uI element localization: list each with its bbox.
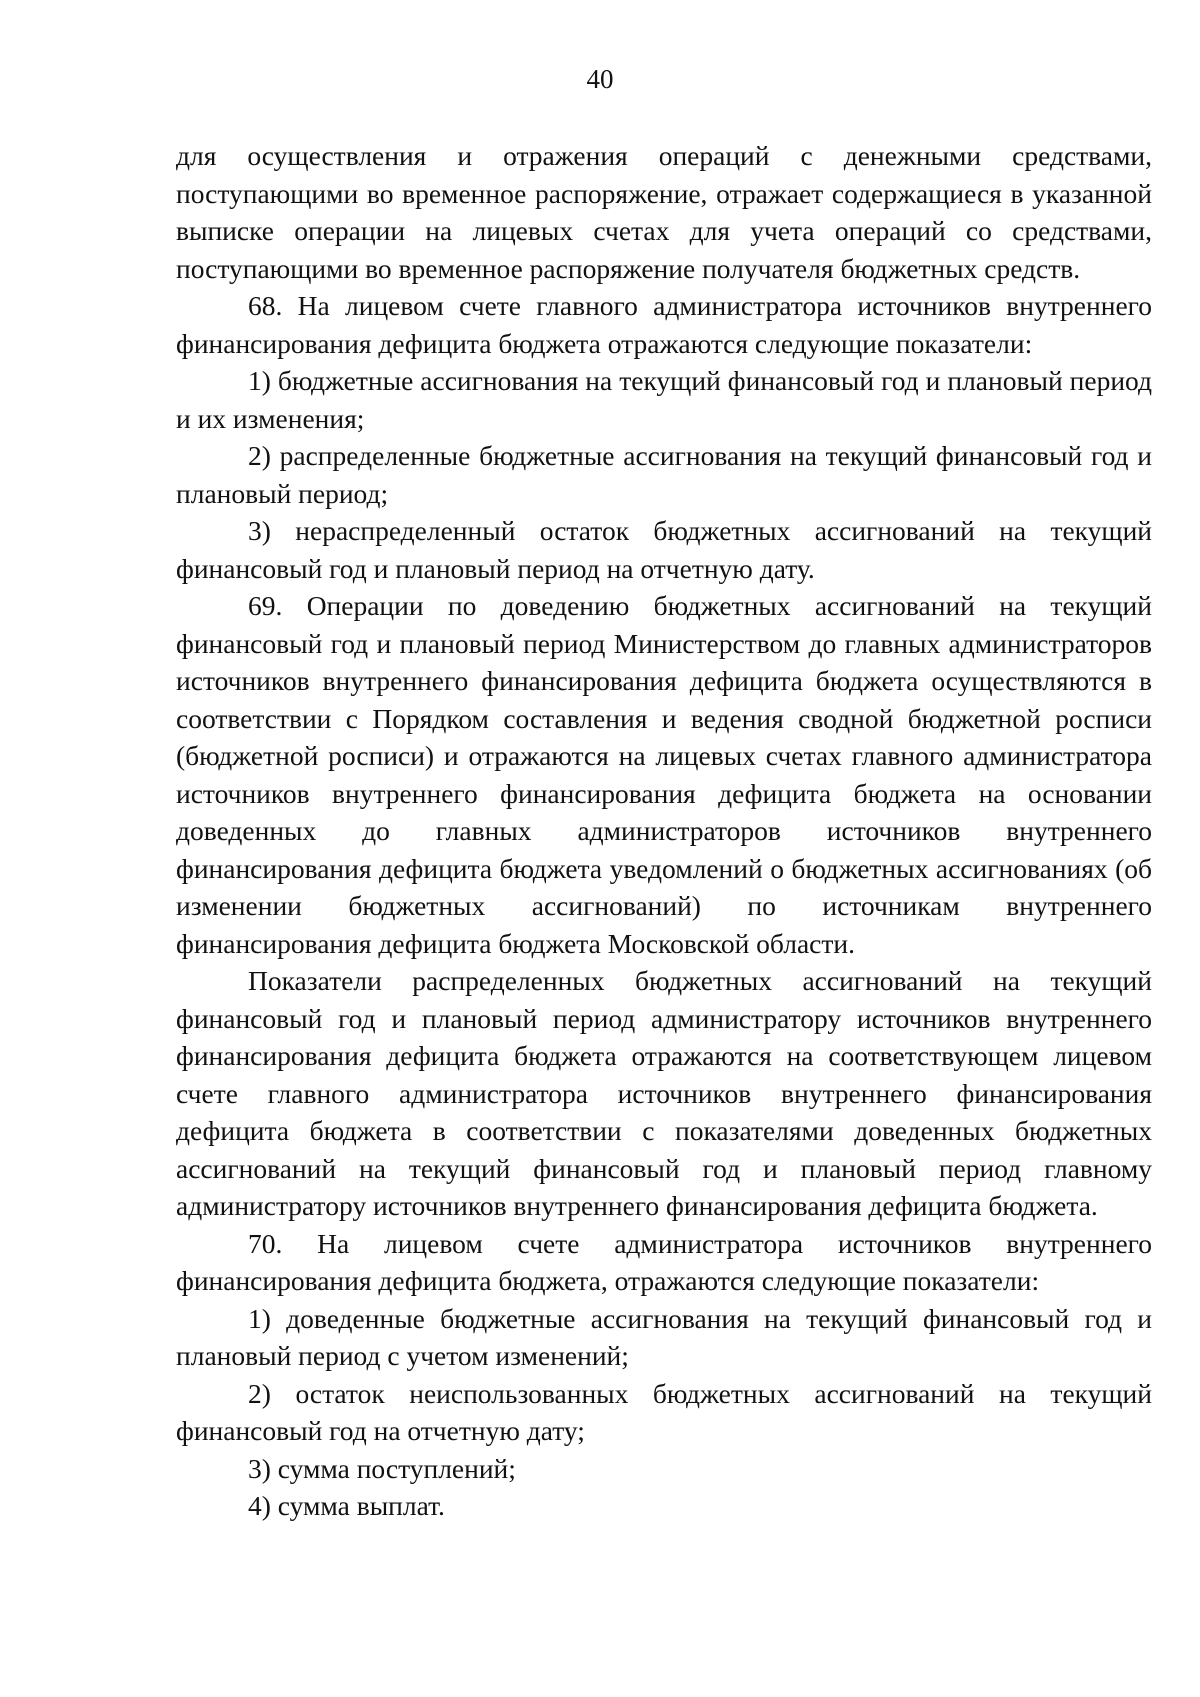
page-number: 40 [586,64,614,94]
list-item-70-1: 1) доведенные бюджетные ассигнования на текущий финансовый год и плановый период с учетом изменений; [176,1302,1152,1371]
list-item-68-2: 2) распределенные бюджетные ассигнования на текущий финансовый год и плановый период; [176,440,1152,509]
paragraph-continuation: для осуществления и отражения операций с денежными средствами, поступающими во временное распоряжение, отражает содержащиеся в указанной выписке операции на лицевых счетах для учета операций со средствами, поступающими во временное распоряжение получателя бюджетных средств. [176,140,1152,284]
paragraph-69: 69. Операции по доведению бюджетных ассигнований на текущий финансовый год и плановый период Министерством до главных администраторов источников внутреннего финансирования дефицита бюджета осуществляются в соответствии с Порядком составления и ведения сводной бюджетной росписи (бюджетной росписи) и отражаются на лицевых счетах главного администратора источников внутреннего финансирования дефицита бюджета на основании доведенных до главных администраторов источников внутреннего финансирования дефицита бюджета уведомлений о бюджетных ассигнованиях (об изменении бюджетных ассигнований) по источникам внутреннего финансирования дефицита бюджета Московской области. [176,590,1152,959]
list-item-70-2: 2) остаток неиспользованных бюджетных ассигнований на текущий финансовый год на отчетную дату; [176,1377,1152,1446]
list-item-70-3: 3) сумма поступлений; [248,1452,516,1484]
paragraph-68: 68. На лицевом счете главного администратора источников внутреннего финансирования дефицита бюджета отражаются следующие показатели: [176,290,1152,359]
list-item-68-1: 1) бюджетные ассигнования на текущий финансовый год и плановый период и их изменения; [176,365,1152,434]
list-item-68-3: 3) нераспределенный остаток бюджетных ассигнований на текущий финансовый год и плановый период на отчетную дату. [176,515,1152,584]
list-item-70-4: 4) сумма выплат. [248,1490,445,1521]
paragraph-69-indicators: Показатели распределенных бюджетных ассигнований на текущий финансовый год и плановый период администратору источников внутреннего финансирования дефицита бюджета отражаются на соответствующем лицевом счете главного администратора источников внутреннего финансирования дефицита бюджета в соответствии с показателями доведенных бюджетных ассигнований на текущий финансовый год и плановый период главному администратору источников внутреннего финансирования дефицита бюджета. [176,965,1152,1221]
document-body [176,137,1152,1525]
paragraph-70: 70. На лицевом счете администратора источников внутреннего финансирования дефицита бюджета, отражаются следующие показатели: [176,1227,1152,1296]
